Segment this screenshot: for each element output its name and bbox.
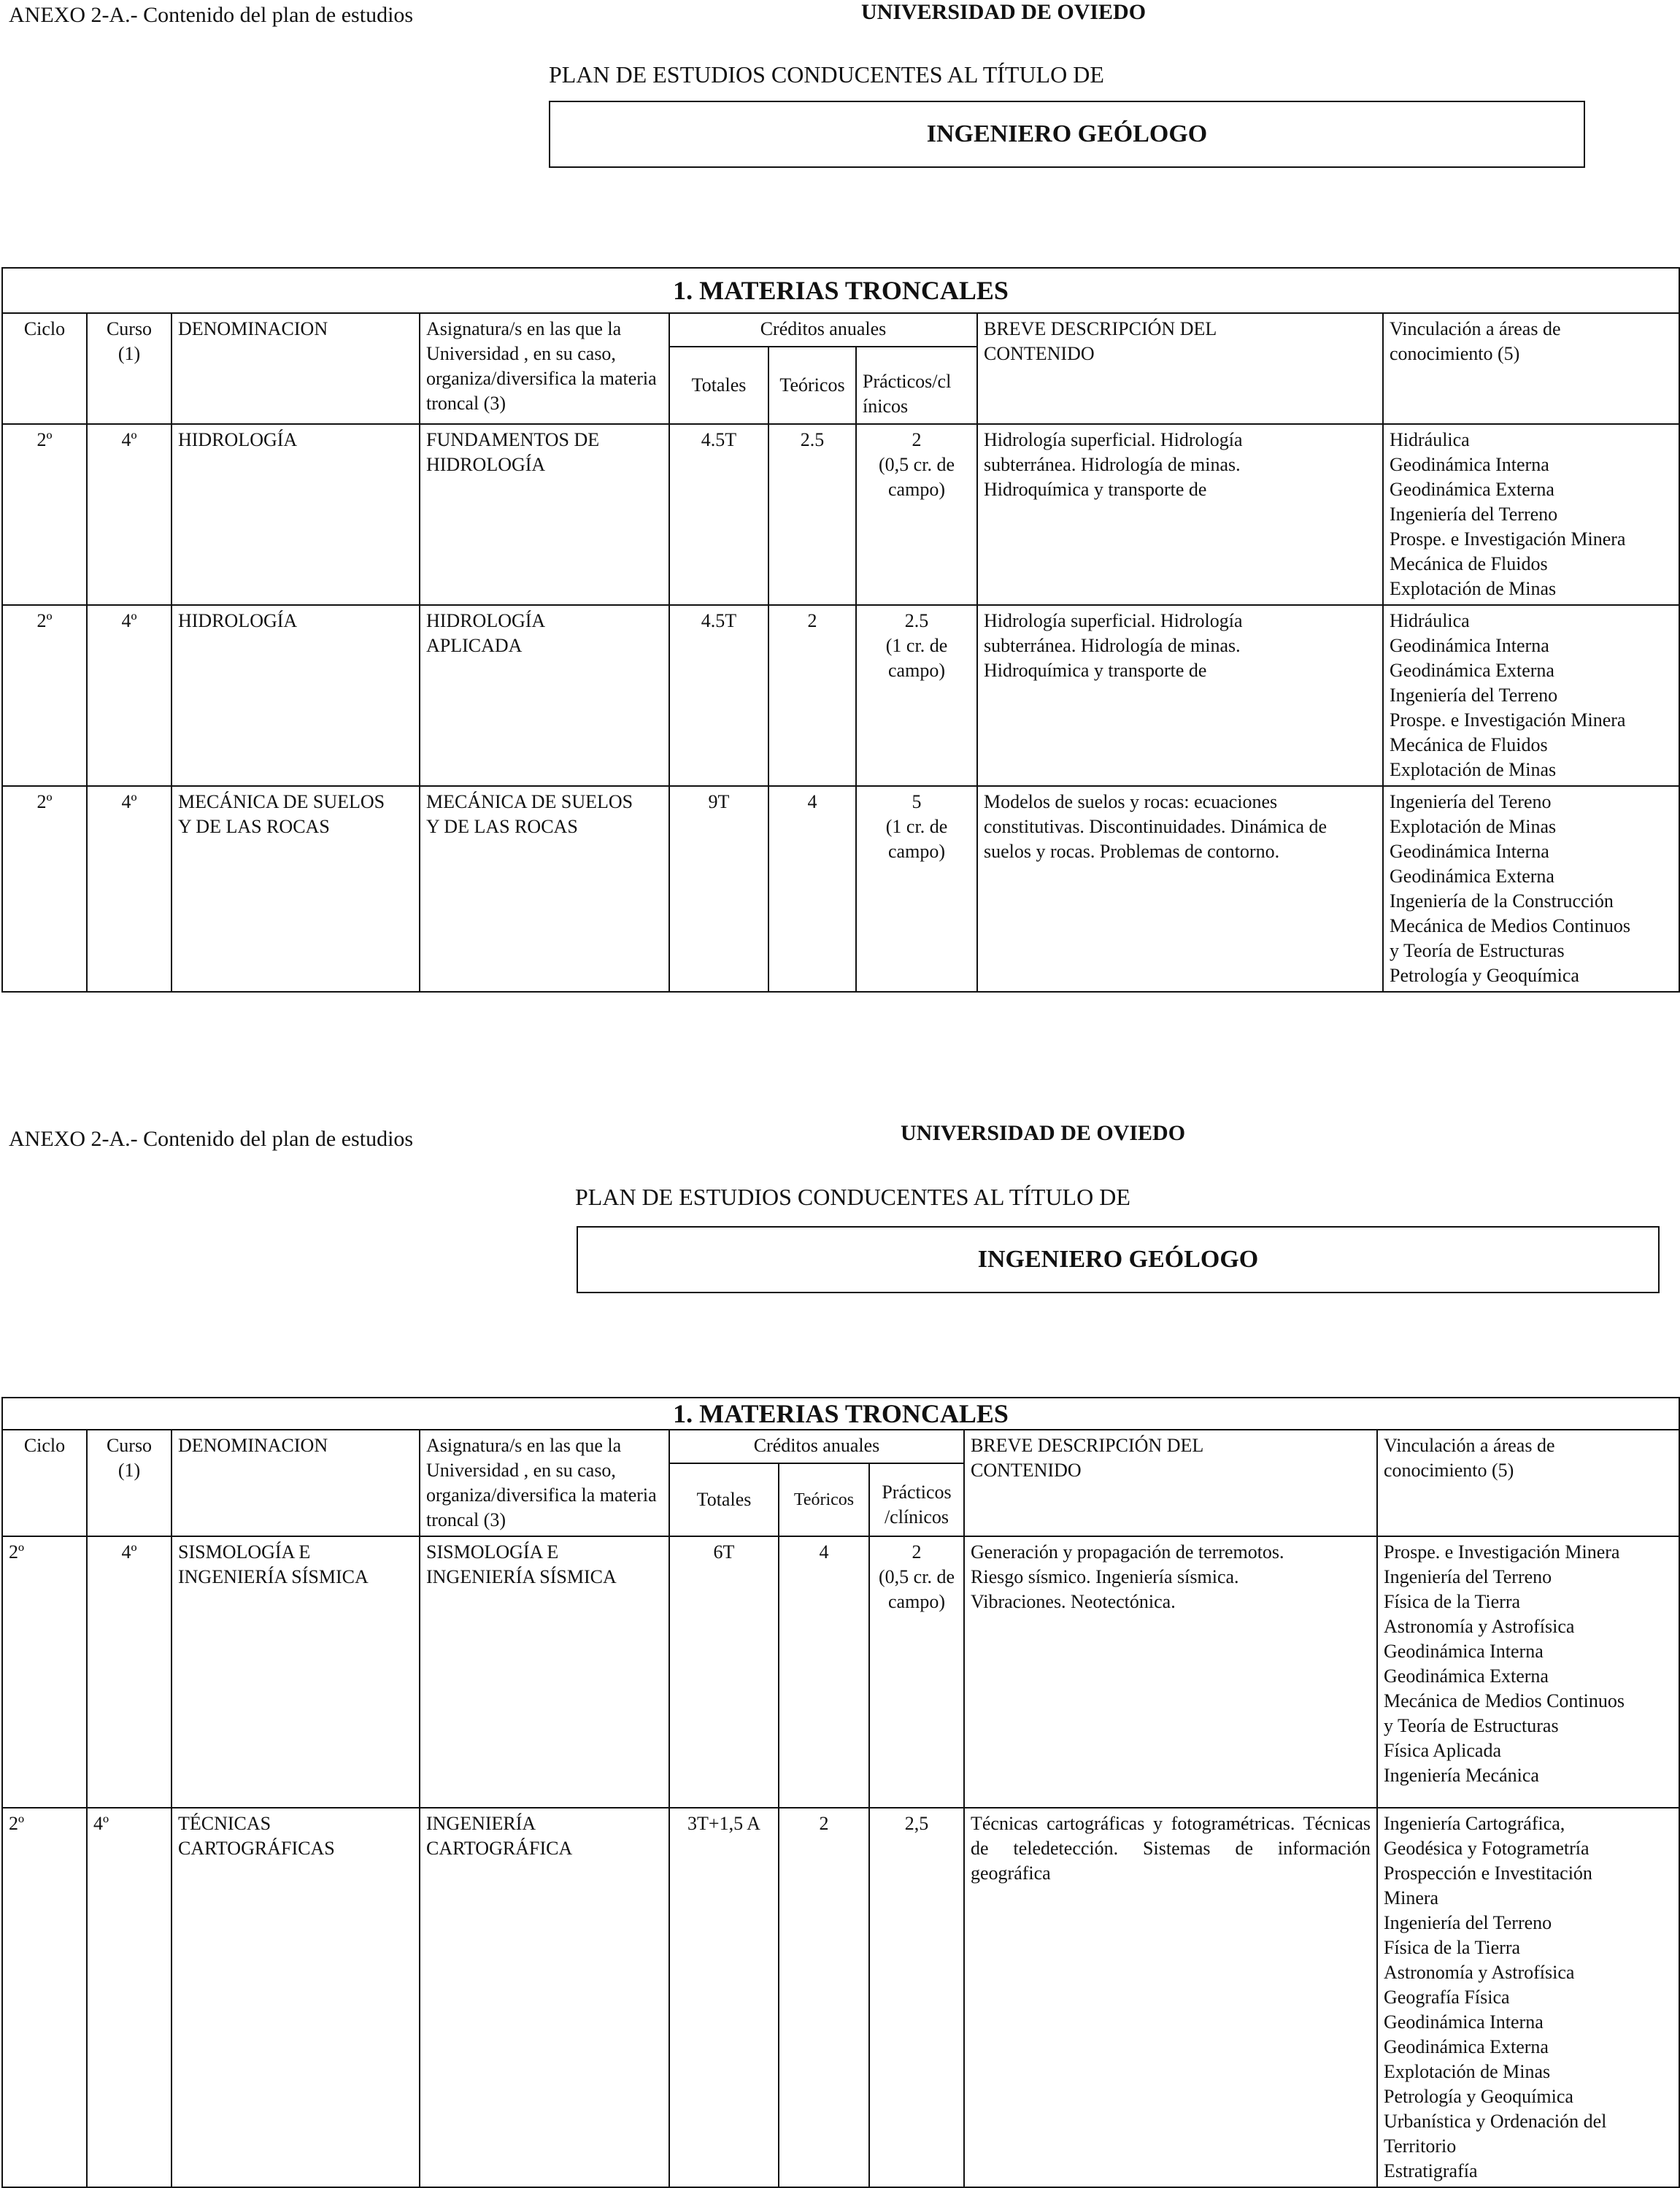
cell-teoricos: 2.5 <box>768 424 856 605</box>
page-2-degree-title: INGENIERO GEÓLOGO <box>977 1246 1259 1273</box>
cell-vinculacion: Ingeniería Cartográfica, Geodésica y Fotogrametría Prospección e Investitación Minera Ingeniería del Terreno Física de la Tierra Astronomía y Astrofísica Geografía Física Geodinámica Interna Geodinámica Externa Explotación de Minas Petrología y Geoquímica Urbanística y Ordenación del Territorio Estratigrafía <box>1377 1808 1679 2187</box>
cell-practicos: 2,5 <box>869 1808 964 2187</box>
page-1-header-vinculacion: Vinculación a áreas de conocimiento (5) <box>1383 313 1679 424</box>
cell-descripcion: Modelos de suelos y rocas: ecuaciones constitutivas. Discontinuidades. Dinámica de suelos y rocas. Problemas de contorno. <box>977 786 1383 992</box>
page-2-header-descripcion: BREVE DESCRIPCIÓN DEL CONTENIDO <box>964 1430 1377 1536</box>
page-2-degree-box <box>577 1226 1660 1293</box>
cell-vinculacion: Hidráulica Geodinámica Interna Geodinámica Externa Ingeniería del Terreno Prospe. e Investigación Minera Mecánica de Fluidos Explotación de Minas <box>1383 424 1679 605</box>
table-row <box>2 786 1679 992</box>
cell-curso: 4º <box>87 786 172 992</box>
cell-practicos: 2 (0,5 cr. de campo) <box>856 424 977 605</box>
page-1-section-title: 1. MATERIAS TRONCALES <box>2 268 1679 313</box>
cell-vinculacion: Ingeniería del Tereno Explotación de Minas Geodinámica Interna Geodinámica Externa Ingeniería de la Construcción Mecánica de Medios Continuos y Teoría de Estructuras Petrología y Geoquímica <box>1383 786 1679 992</box>
cell-ciclo: 2º <box>2 786 87 992</box>
page-1-troncales-table <box>1 267 1680 993</box>
cell-teoricos: 2 <box>768 605 856 786</box>
cell-totales: 6T <box>669 1536 779 1808</box>
table-row <box>2 424 1679 605</box>
page-2-header-university: UNIVERSIDAD DE OVIEDO <box>901 1121 1186 1145</box>
page-1-degree-title: INGENIERO GEÓLOGO <box>926 120 1208 147</box>
page-1-header-asignatura: Asignatura/s en las que la Universidad , en su caso, organiza/diversifica la materia troncal (3) <box>420 313 669 424</box>
page-2-troncales-table <box>1 1397 1680 2188</box>
cell-vinculacion: Hidráulica Geodinámica Interna Geodinámica Externa Ingeniería del Terreno Prospe. e Investigación Minera Mecánica de Fluidos Explotación de Minas <box>1383 605 1679 786</box>
page-1-header-teoricos: Teóricos <box>768 347 856 424</box>
cell-asignatura: FUNDAMENTOS DE HIDROLOGÍA <box>420 424 669 605</box>
page-2-header-anexo: ANEXO 2-A.- Contenido del plan de estudios <box>9 1127 414 1151</box>
cell-practicos: 5 (1 cr. de campo) <box>856 786 977 992</box>
cell-curso: 4º <box>87 605 172 786</box>
cell-asignatura: MECÁNICA DE SUELOS Y DE LAS ROCAS <box>420 786 669 992</box>
cell-descripcion: Generación y propagación de terremotos. Riesgo sísmico. Ingeniería sísmica. Vibraciones. Neotectónica. <box>964 1536 1377 1808</box>
page-2-section-title: 1. MATERIAS TRONCALES <box>2 1398 1679 1430</box>
page-2-header-vinculacion: Vinculación a áreas de conocimiento (5) <box>1377 1430 1679 1536</box>
page-1-header-anexo: ANEXO 2-A.- Contenido del plan de estudios <box>9 3 414 27</box>
page-2-header-asignatura: Asignatura/s en las que la Universidad , en su caso, organiza/diversifica la materia troncal (3) <box>420 1430 669 1536</box>
cell-ciclo: 2º <box>2 605 87 786</box>
cell-totales: 4.5T <box>669 605 768 786</box>
page-2-plan-label: PLAN DE ESTUDIOS CONDUCENTES AL TÍTULO DE <box>575 1184 1130 1210</box>
cell-denominacion: TÉCNICAS CARTOGRÁFICAS <box>172 1808 420 2187</box>
page-1-header-ciclo: Ciclo <box>2 313 87 424</box>
cell-denominacion: HIDROLOGÍA <box>172 605 420 786</box>
page-1-header-totales: Totales <box>669 347 768 424</box>
cell-descripcion: Técnicas cartográficas y fotogramétricas. Técnicas de teledetección. Sistemas de información geográfica <box>964 1808 1377 2187</box>
cell-vinculacion: Prospe. e Investigación Minera Ingeniería del Terreno Física de la Tierra Astronomía y Astrofísica Geodinámica Interna Geodinámica Externa Mecánica de Medios Continuos y Teoría de Estructuras Física Aplicada Ingeniería Mecánica <box>1377 1536 1679 1808</box>
table-row <box>2 1808 1679 2187</box>
page-2-header-creditos: Créditos anuales <box>669 1430 964 1463</box>
cell-curso: 4º <box>87 424 172 605</box>
page-1-header-creditos: Créditos anuales <box>669 313 977 347</box>
page-1-header-curso: Curso (1) <box>87 313 172 424</box>
page-1-header-practicos: Prácticos/cl ínicos <box>856 347 977 424</box>
page-2-header-denominacion: DENOMINACION <box>172 1430 420 1536</box>
cell-practicos: 2.5 (1 cr. de campo) <box>856 605 977 786</box>
cell-totales: 3T+1,5 A <box>669 1808 779 2187</box>
cell-curso: 4º <box>87 1536 172 1808</box>
cell-curso: 4º <box>87 1808 172 2187</box>
cell-ciclo: 2º <box>2 424 87 605</box>
page-1-header-university: UNIVERSIDAD DE OVIEDO <box>861 0 1147 24</box>
cell-asignatura: HIDROLOGÍA APLICADA <box>420 605 669 786</box>
page-1-degree-box <box>549 101 1585 168</box>
page-2-header-curso: Curso (1) <box>87 1430 172 1536</box>
cell-teoricos: 2 <box>779 1808 869 2187</box>
cell-ciclo: 2º <box>2 1536 87 1808</box>
page-2-header-totales: Totales <box>669 1463 779 1536</box>
cell-descripcion: Hidrología superficial. Hidrología subterránea. Hidrología de minas. Hidroquímica y transporte de <box>977 605 1383 786</box>
cell-denominacion: HIDROLOGÍA <box>172 424 420 605</box>
cell-denominacion: MECÁNICA DE SUELOS Y DE LAS ROCAS <box>172 786 420 992</box>
page-1-header-descripcion: BREVE DESCRIPCIÓN DEL CONTENIDO <box>977 313 1383 424</box>
cell-teoricos: 4 <box>768 786 856 992</box>
page-2-header-teoricos: Teóricos <box>779 1463 869 1536</box>
cell-denominacion: SISMOLOGÍA E INGENIERÍA SÍSMICA <box>172 1536 420 1808</box>
cell-asignatura: INGENIERÍA CARTOGRÁFICA <box>420 1808 669 2187</box>
cell-teoricos: 4 <box>779 1536 869 1808</box>
page-1-plan-label: PLAN DE ESTUDIOS CONDUCENTES AL TÍTULO DE <box>549 61 1104 88</box>
page-1-header-denominacion: DENOMINACION <box>172 313 420 424</box>
cell-totales: 4.5T <box>669 424 768 605</box>
cell-practicos: 2 (0,5 cr. de campo) <box>869 1536 964 1808</box>
page-2-header-practicos: Prácticos /clínicos <box>869 1463 964 1536</box>
cell-totales: 9T <box>669 786 768 992</box>
cell-asignatura: SISMOLOGÍA E INGENIERÍA SÍSMICA <box>420 1536 669 1808</box>
cell-ciclo: 2º <box>2 1808 87 2187</box>
table-row <box>2 1536 1679 1808</box>
cell-descripcion: Hidrología superficial. Hidrología subterránea. Hidrología de minas. Hidroquímica y transporte de <box>977 424 1383 605</box>
page-2-header-ciclo: Ciclo <box>2 1430 87 1536</box>
table-row <box>2 605 1679 786</box>
